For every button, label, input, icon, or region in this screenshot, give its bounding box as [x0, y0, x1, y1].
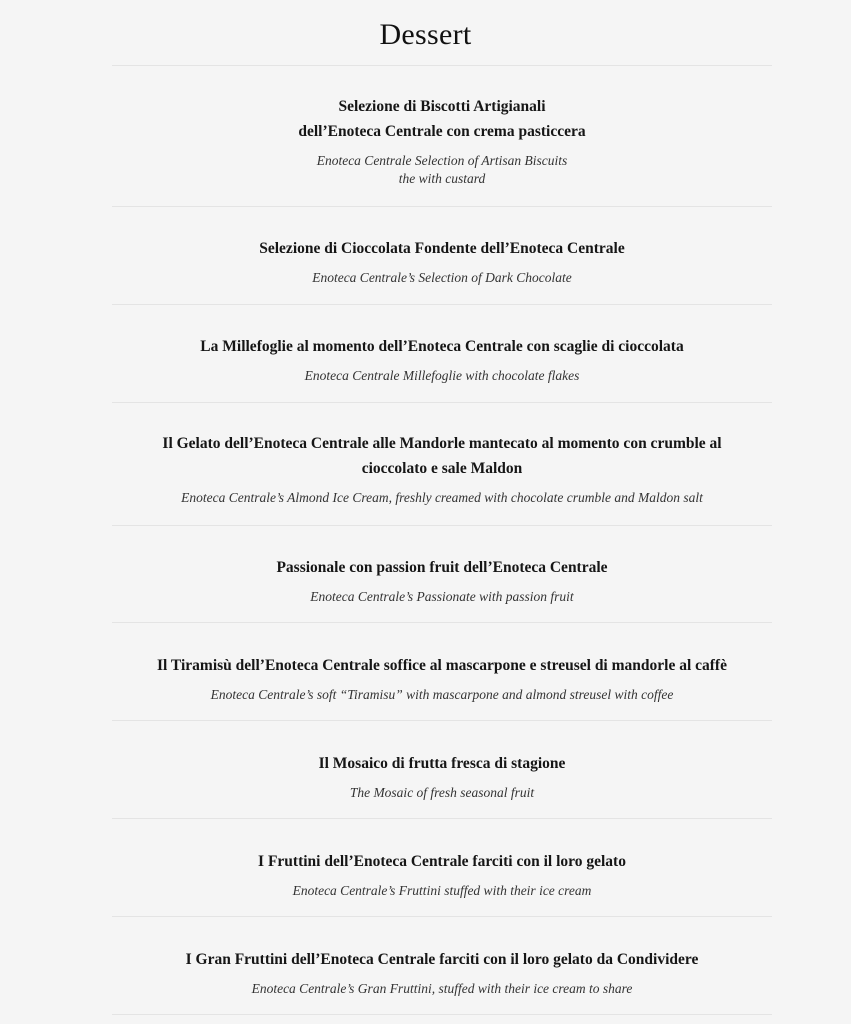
menu-item-italian-line: Passionale con passion fruit dell’Enoteca Centrale — [276, 559, 608, 576]
menu-item-english-name — [112, 882, 772, 900]
menu-item-italian-line: I Gran Fruttini dell’Enoteca Centrale farciti con il loro gelato da Condividere — [185, 951, 699, 968]
menu-item-english-line: Enoteca Centrale’s Almond Ice Cream, freshly creamed with chocolate crumble and Maldon salt — [181, 490, 703, 505]
menu-item — [112, 849, 772, 900]
menu-item-italian-name — [112, 555, 772, 580]
divider — [112, 916, 772, 917]
menu-item-italian-line: dell’Enoteca Centrale con crema pasticcera — [298, 123, 586, 140]
menu-item-english-name — [112, 269, 772, 287]
menu-item-italian-name — [112, 94, 772, 144]
divider — [112, 622, 772, 623]
menu-item-italian-name — [112, 947, 772, 972]
divider — [112, 818, 772, 819]
menu-item — [112, 947, 772, 998]
divider — [112, 402, 772, 403]
menu-item-english-line: the with custard — [398, 171, 486, 186]
menu-item-english-line: Enoteca Centrale Selection of Artisan Biscuits — [316, 153, 568, 168]
menu-item — [112, 751, 772, 802]
menu-item-italian-line: Il Gelato dell’Enoteca Centrale alle Mandorle mantecato al momento con crumble al — [162, 435, 722, 452]
menu-item-english-name — [112, 980, 772, 998]
menu-item-italian-line: Selezione di Biscotti Artigianali — [338, 98, 546, 115]
menu-item-italian-name — [112, 751, 772, 776]
divider — [112, 525, 772, 526]
menu-item-italian-line: cioccolato e sale Maldon — [361, 460, 523, 477]
menu-item — [112, 555, 772, 606]
menu-item-english-line: Enoteca Centrale Millefoglie with chocolate flakes — [304, 368, 580, 383]
menu-item-english-line: Enoteca Centrale’s Gran Fruttini, stuffed with their ice cream to share — [251, 981, 633, 996]
divider — [112, 65, 772, 66]
menu-item-english-line: Enoteca Centrale’s Fruttini stuffed with their ice cream — [292, 883, 592, 898]
menu-item-english-name — [112, 686, 772, 704]
menu-item — [112, 94, 772, 188]
divider — [112, 206, 772, 207]
menu-item — [112, 334, 772, 385]
menu-item-italian-line: Il Tiramisù dell’Enoteca Centrale soffice al mascarpone e streusel di mandorle al caffè — [157, 657, 727, 674]
section-title: Dessert — [379, 18, 472, 51]
menu-item-italian-name — [112, 236, 772, 261]
menu-item-italian-line: La Millefoglie al momento dell’Enoteca Centrale con scaglie di cioccolata — [200, 338, 684, 355]
menu-item-english-name — [112, 152, 772, 188]
menu-item-italian-line: Il Mosaico di frutta fresca di stagione — [318, 755, 566, 772]
divider — [112, 304, 772, 305]
menu-item-english-line: Enoteca Centrale’s Selection of Dark Chocolate — [312, 270, 572, 285]
menu-item-italian-line: Selezione di Cioccolata Fondente dell’Enoteca Centrale — [259, 240, 625, 257]
menu-item — [112, 431, 772, 507]
menu-item-italian-name — [112, 653, 772, 678]
menu-item-italian-name — [112, 431, 772, 481]
menu-item-english-line: Enoteca Centrale’s soft “Tiramisu” with mascarpone and almond streusel with coffee — [210, 687, 674, 702]
menu-item-english-line: The Mosaic of fresh seasonal fruit — [349, 785, 535, 800]
divider — [112, 1014, 772, 1015]
menu-item — [112, 653, 772, 704]
menu-item-italian-name — [112, 849, 772, 874]
menu-item-english-name — [112, 588, 772, 606]
menu-item-english-name — [112, 367, 772, 385]
menu-item — [112, 236, 772, 287]
menu-item-english-name — [112, 489, 772, 507]
menu-item-italian-line: I Fruttini dell’Enoteca Centrale farciti con il loro gelato — [258, 853, 626, 870]
menu-item-english-line: Enoteca Centrale’s Passionate with passion fruit — [310, 589, 574, 604]
menu-item-italian-name — [112, 334, 772, 359]
divider — [112, 720, 772, 721]
menu-item-english-name — [112, 784, 772, 802]
